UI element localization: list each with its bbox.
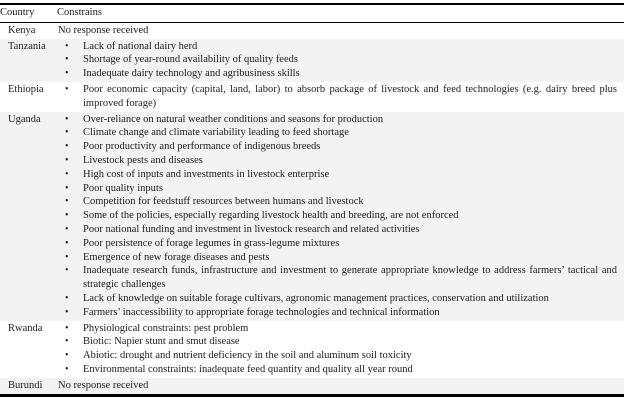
bullet-icon: • xyxy=(65,210,69,222)
country-cell: Kenya xyxy=(8,24,36,36)
bullet-icon: • xyxy=(65,350,69,362)
constraint-item: • Shortage of year-round availability of quality feeds xyxy=(65,54,298,66)
bullet-icon: • xyxy=(65,168,69,180)
bullet-icon: • xyxy=(65,196,69,208)
constraint-list xyxy=(58,113,617,320)
constraint-item: • Competition for feedstuff resources between humans and livestock xyxy=(65,196,364,208)
constraint-item: • Poor economic capacity (capital, land, labor) to absorb package of livestock and feed technologies (e.g. dairy breed plus improved forage) xyxy=(65,83,617,109)
table-row xyxy=(0,39,624,82)
constraint-item: • Poor national funding and investment in livestock research and related activities xyxy=(65,223,420,235)
constraints-cell xyxy=(57,39,624,82)
constraint-item: • Poor productivity and performance of indigenous breeds xyxy=(65,141,321,153)
constraint-item: • Inadequate research funds, infrastructure and investment to generate appropriate knowledge to address farmers’ tactical and strategic challenges xyxy=(65,265,617,291)
bullet-icon: • xyxy=(65,68,69,80)
bullet-icon: • xyxy=(65,113,69,125)
constraint-item: • Lack of national dairy herd xyxy=(65,40,198,52)
constraint-list xyxy=(58,83,617,111)
table-body xyxy=(0,22,624,395)
country-cell: Uganda xyxy=(8,113,41,125)
bullet-icon: • xyxy=(65,265,69,277)
bullet-icon: • xyxy=(65,292,69,304)
constraint-list xyxy=(58,322,617,377)
constraint-item: • Poor quality inputs xyxy=(65,182,163,194)
constraints-column-header: Constrains xyxy=(57,4,624,22)
constraint-text: No response received xyxy=(58,24,149,36)
country-cell: Rwanda xyxy=(8,322,43,334)
header-row xyxy=(0,4,624,22)
bullet-icon: • xyxy=(65,154,69,166)
constraint-item: • Livestock pests and diseases xyxy=(65,154,203,166)
bullet-icon: • xyxy=(65,127,69,139)
country-cell: Ethiopia xyxy=(8,83,44,95)
bullet-icon: • xyxy=(65,40,69,52)
constraints-cell xyxy=(57,22,624,38)
bullet-icon: • xyxy=(65,363,69,375)
constraint-item: • Inadequate dairy technology and agribusiness skills xyxy=(65,68,300,80)
constraint-item: • Emergence of new forage diseases and pests xyxy=(65,251,270,263)
constraint-item: • Biotic: Napier stunt and smut disease xyxy=(65,336,240,348)
constraint-item: • High cost of inputs and investments in livestock enterprise xyxy=(65,168,330,180)
bullet-icon: • xyxy=(65,223,69,235)
country-constraints-table xyxy=(0,3,624,397)
country-column-header: Country xyxy=(0,4,57,22)
country-cell: Tanzania xyxy=(8,40,46,52)
bullet-icon: • xyxy=(65,306,69,318)
constraints-cell xyxy=(57,112,624,321)
constraint-item: • Abiotic: drought and nutrient deficiency in the soil and aluminum soil toxicity xyxy=(65,350,412,362)
country-cell: Burundi xyxy=(8,379,43,391)
bullet-icon: • xyxy=(65,141,69,153)
constraints-cell xyxy=(57,82,624,112)
bullet-icon: • xyxy=(65,83,69,95)
constraint-item: • Some of the policies, especially regarding livestock health and breeding, are not enforced xyxy=(65,210,459,222)
bullet-icon: • xyxy=(65,54,69,66)
table-row xyxy=(0,321,624,378)
table-row xyxy=(0,378,624,395)
constraint-list xyxy=(58,40,617,81)
bullet-icon: • xyxy=(65,322,69,334)
constraint-item: • Farmers’ inaccessibility to appropriate forage technologies and technical information xyxy=(65,306,440,318)
constraints-cell xyxy=(57,378,624,395)
bullet-icon: • xyxy=(65,336,69,348)
bullet-icon: • xyxy=(65,237,69,249)
constraint-item: • Over-reliance on natural weather conditions and seasons for production xyxy=(65,113,384,125)
constraint-item: • Climate change and climate variability leading to feed shortage xyxy=(65,127,349,139)
table-row xyxy=(0,82,624,112)
table-row xyxy=(0,22,624,38)
constraint-text: No response received xyxy=(58,379,149,391)
constraints-cell xyxy=(57,321,624,378)
table-row xyxy=(0,112,624,321)
constraint-item: • Physiological constraints: pest problem xyxy=(65,322,249,334)
constraint-item: • Lack of knowledge on suitable forage cultivars, agronomic management practices, conservation and utilization xyxy=(65,292,549,304)
constraint-item: • Environmental constraints: inadequate feed quantity and quality all year round xyxy=(65,363,413,375)
bullet-icon: • xyxy=(65,182,69,194)
constraint-item: • Poor persistence of forage legumes in grass-legume mixtures xyxy=(65,237,340,249)
bullet-icon: • xyxy=(65,251,69,263)
